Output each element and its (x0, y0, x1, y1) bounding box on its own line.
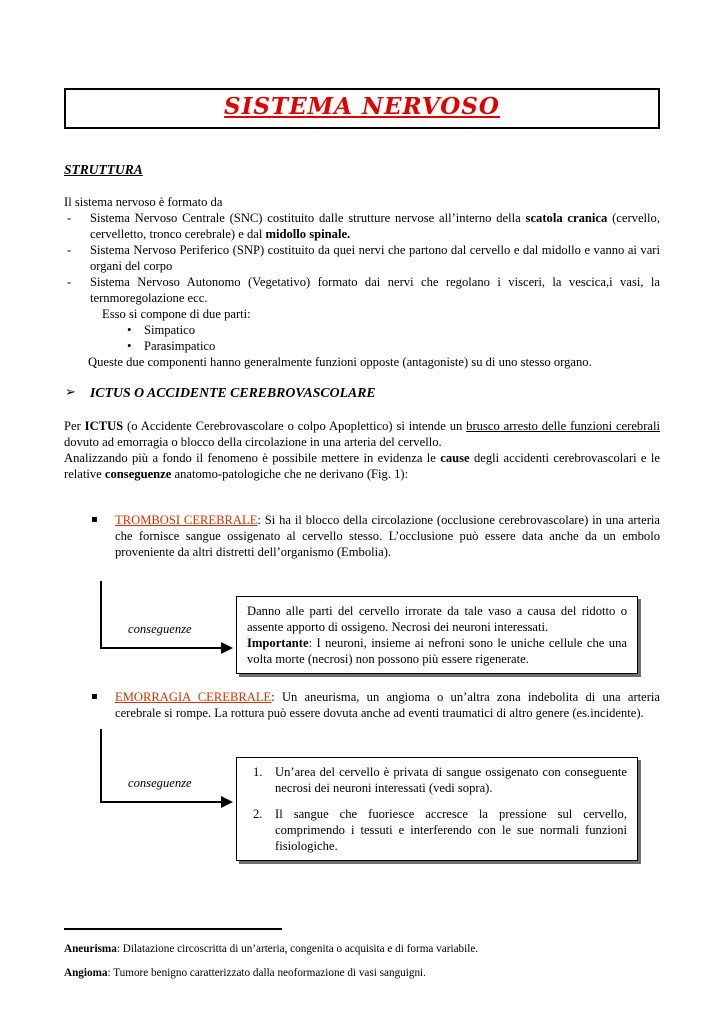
heading-struttura: STRUTTURA (64, 162, 143, 177)
conseguenze-label: conseguenze (128, 776, 192, 790)
connector-horizontal-line (100, 801, 224, 803)
struttura-intro: Il sistema nervoso è formato da (64, 195, 223, 209)
dash-bullet: - (67, 211, 72, 225)
footnote-angioma: Angioma: Tumore benigno caratterizzato dalla neoformazione di vasi sanguigni. (64, 967, 426, 979)
connector-horizontal-line (100, 647, 224, 649)
emorragia-consequence-diagram (64, 757, 660, 861)
dot-bullet: • (127, 323, 132, 337)
numbered-item-text: Un’area del cervello è privata di sangue ossigenato con conseguente necrosi dei neuroni interessati (vedi sopra). (275, 765, 627, 795)
item-number: 2. (253, 807, 263, 821)
sub-item-parasimpatico (64, 338, 660, 354)
sub-intro: Esso si compone di due parti: (102, 307, 251, 321)
numbered-item-text: Il sangue che fuoriesce accresce la pressione sul cervello, comprimendo i tessuti e interferendo con le sue normali funzioni fisiologiche. (275, 807, 627, 853)
consequence-box-trombosi (236, 596, 638, 674)
square-bullet-icon: ▪ (91, 514, 98, 525)
heading-ictus (64, 385, 660, 401)
list-item-text: Sistema Nervoso Autonomo (Vegetativo) formato dai nervi che regolano i visceri, la vescica,i vasi, la ternmoregolazione ecc. (90, 275, 660, 305)
title-box (64, 88, 660, 129)
sub-item-text: Parasimpatico (144, 339, 216, 353)
arrow-right-icon (221, 642, 233, 654)
dot-bullet: • (127, 339, 132, 353)
sub-item-text: Simpatico (144, 323, 196, 337)
box-paragraph: Importante: I neuroni, insieme ai nefroni sono le uniche cellule che una volta morte (necrosi) non possono più essere rigenerate. (247, 636, 627, 666)
box-paragraph: Danno alle parti del cervello irrorate da tale vaso a causa del ridotto o assente apporto di ossigeno. Necrosi dei neuroni interessati. (247, 604, 627, 634)
emorragia-item (64, 689, 660, 721)
list-item-snp (64, 242, 660, 274)
list-item-text: Sistema Nervoso Periferico (SNP) costituito da quei nervi che partono dal cervello e dal midollo e vanno ai vari organi del corpo (90, 243, 660, 273)
document-title: SISTEMA NERVOSO (224, 93, 500, 120)
list-item-text: Sistema Nervoso Centrale (SNC) costituito dalle strutture nervose all’interno della scatola cranica (cervello, cervelletto, tronco cerebrale) e dal midollo spinale. (90, 211, 660, 241)
numbered-item (247, 764, 627, 796)
arrow-bullet-icon: ➢ (65, 385, 76, 400)
sub-item-simpatico (64, 322, 660, 338)
consequence-box-emorragia (236, 757, 638, 861)
dash-bullet: - (67, 275, 72, 289)
ictus-paragraph-2: Analizzando più a fondo il fenomeno è possibile mettere in evidenza le cause degli accidenti cerebrovascolari e le relative conseguenze anatomo-patologiche che ne derivano (Fig. 1): (64, 451, 660, 481)
emorragia-text: EMORRAGIA CEREBRALE: Un aneurisma, un angioma o un’altra zona indebolita di una arteria cerebrale si rompe. La rottura può essere dovuta anche ad eventi traumatici di altro genere (es.incidente). (115, 690, 661, 720)
connector-vertical-line (100, 729, 102, 802)
heading-ictus-text: ICTUS O ACCIDENTE CEREBROVASCOLARE (90, 385, 376, 400)
dash-bullet: - (67, 243, 72, 257)
square-bullet-icon: ▪ (91, 691, 98, 702)
footnote-aneurisma: Aneurisma: Dilatazione circoscritta di un’arteria, congenita o acquisita e di forma variabile. (64, 943, 479, 955)
trombosi-item (64, 512, 660, 560)
item-number: 1. (253, 765, 263, 779)
numbered-item (247, 806, 627, 854)
arrow-right-icon (221, 796, 233, 808)
footnotes-area (64, 928, 660, 980)
list-item-sna (64, 274, 660, 306)
trombosi-text: TROMBOSI CEREBRALE: Si ha il blocco della circolazione (occlusione cerebrovascolare) in una arteria che fornisce sangue ossigenato al cervello stesso. L’occlusione può essere data anche da un embolo proveniente da altri distretti dell’organismo (Embolia). (115, 513, 660, 559)
struttura-outro: Queste due componenti hanno generalmente funzioni opposte (antagoniste) su di uno stesso organo. (88, 355, 592, 369)
list-item-snc (64, 210, 660, 242)
ictus-paragraph-1: Per ICTUS (o Accidente Cerebrovascolare o colpo Apoplettico) si intende un brusco arresto delle funzioni cerebrali dovuto ad emorragia o blocco della circolazione in una arteria del cervello. (64, 419, 660, 449)
trombosi-consequence-diagram (64, 596, 660, 674)
footnote-separator (64, 928, 282, 930)
connector-vertical-line (100, 581, 102, 648)
conseguenze-label: conseguenze (128, 622, 192, 636)
